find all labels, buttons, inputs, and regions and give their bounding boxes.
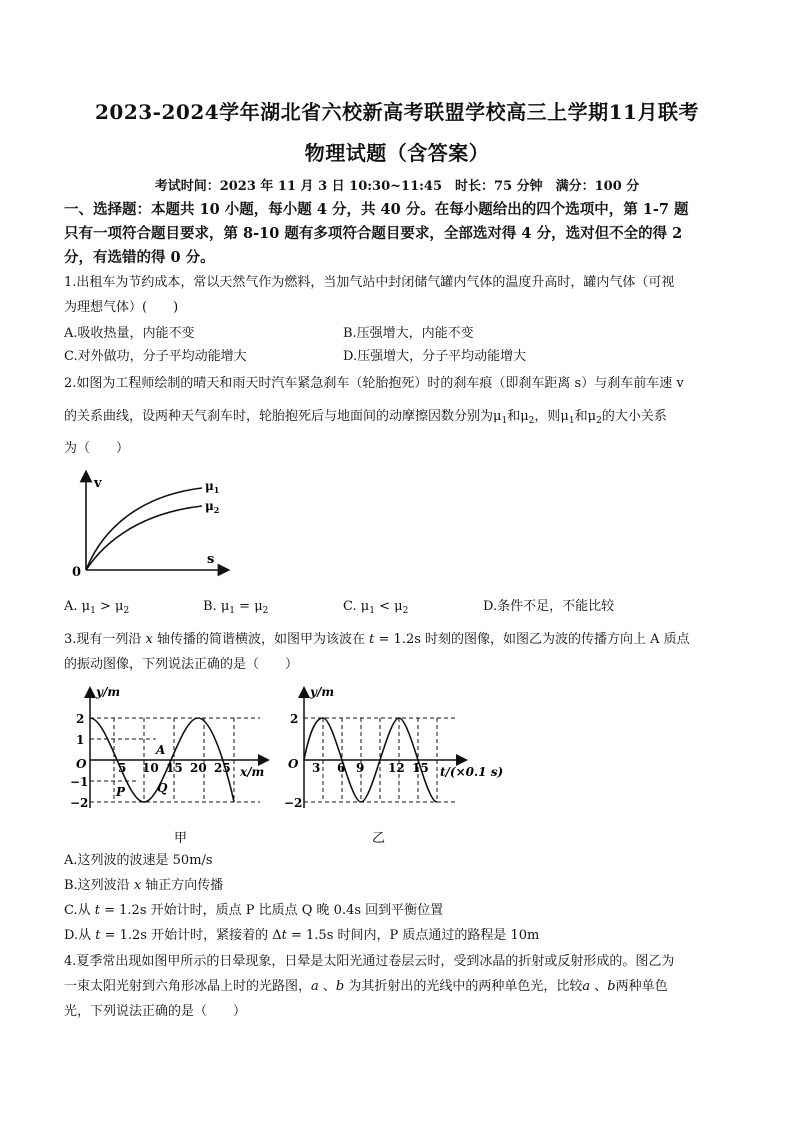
q3-yi-ylabel: y/m <box>310 685 335 699</box>
q2-curve-mu2 <box>86 506 202 570</box>
q3-yi-xtick: 3 <box>312 761 321 775</box>
q3-option-b: B.这列波沿 x 轴正方向传播 <box>64 878 224 893</box>
q3-option-d: D.从 t = 1.2s 开始计时，紧接着的 Δt = 1.5s 时间内，P 质点通过的路程是 10m <box>64 928 540 943</box>
q3-stem: 的振动图像，下列说法正确的是（ ） <box>64 657 299 672</box>
q3-figure-jia <box>64 680 284 848</box>
q2-label-s: s <box>207 552 215 567</box>
q3-yi-ytick: 2 <box>290 712 299 726</box>
q3-jia-caption: 甲 <box>174 831 188 846</box>
q3-jia-ytick: −1 <box>70 775 89 789</box>
doc-subtitle: 物理试题（含答案） <box>304 141 490 165</box>
q2-option-a: A. $\mu_1 > \mu_2$ <box>64 599 130 616</box>
q1-option-a: A.吸收热量，内能不变 <box>64 326 195 341</box>
q3-yi-xtick: 15 <box>412 761 429 775</box>
q2-stem: 为（ ） <box>64 441 130 456</box>
q2-label-v: v <box>94 476 102 491</box>
q1-stem: 1.出租车为节约成本，常以天然气作为燃料，当加气站中封闭储气罐内气体的温度升高时，罐内气体（可视 <box>64 275 675 290</box>
q3-jia-ytick: 1 <box>76 733 85 747</box>
q3-jia-xtick: 10 <box>142 761 159 775</box>
q2-label-mu1: $\mu_1$ <box>205 479 220 495</box>
q2-stem: 2.如图为工程师绘制的晴天和雨天时汽车紧急刹车（轮胎抱死）时的刹车痕（即刹车距离 s）与刹车前车速 v <box>64 376 684 391</box>
q3-jia-ylabel: y/m <box>96 685 121 699</box>
section-line: 只有一项符合题目要求，第 8-10 题有多项符合题目要求，全部选对得 4 分，选对但不全的得 2 <box>64 225 683 242</box>
q3-jia-ytick: 2 <box>76 712 85 726</box>
exam-meta: 考试时间：2023 年 11 月 3 日 10:30~11:45 时长：75 分钟 满分：100 分 <box>154 179 640 194</box>
q3-figure-yi <box>284 680 514 848</box>
q2-figure <box>64 470 234 582</box>
q3-jia-ytick: −2 <box>70 796 89 810</box>
q2-stem: 的关系曲线，设两种天气刹车时，轮胎抱死后与地面间的动摩擦因数分别为$\mu_1$和$\mu_2$，则$\mu_1$和$\mu_2$的大小关系 <box>64 409 667 426</box>
q4-stem: 一束太阳光射到六角形冰晶上时的光路图，a 、b 为其折射出的光线中的两种单色光，比较a 、b两种单色 <box>64 979 668 994</box>
q2-curve-mu1 <box>86 488 202 570</box>
q3-jia-point-p: P <box>116 785 126 799</box>
doc-title: 2023-2024学年湖北省六校新高考联盟学校高三上学期11月联考 <box>95 100 699 124</box>
section-line: 一、选择题：本题共 10 小题，每小题 4 分，共 40 分。在每小题给出的四个选项中，第 1-7 题 <box>64 201 689 218</box>
section-instructions <box>64 198 732 270</box>
q3-yi-xtick: 12 <box>388 761 405 775</box>
q3-yi-caption: 乙 <box>372 831 386 846</box>
q3-yi-xtick: 6 <box>337 761 346 775</box>
q3-stem: 3.现有一列沿 x 轴传播的简谐横波，如图甲为该波在 t = 1.2s 时刻的图像，如图乙为波的传播方向上 A 质点 <box>64 632 690 647</box>
q3-jia-xlabel: x/m <box>240 765 265 779</box>
section-line: 分，有选错的得 0 分。 <box>64 249 215 266</box>
q2-label-mu2: $\mu_2$ <box>205 499 220 515</box>
q2-option-c: C. $\mu_1 < \mu_2$ <box>343 599 409 616</box>
q3-yi-xtick: 9 <box>356 761 365 775</box>
q3-jia-point-q: Q <box>157 781 168 795</box>
q3-jia-point-a: A <box>156 743 166 757</box>
q3-yi-origin: O <box>288 757 299 771</box>
q3-option-c: C.从 t = 1.2s 开始计时，质点 P 比质点 Q 晚 0.4s 回到平衡位置 <box>64 903 444 918</box>
q3-jia-xtick: 20 <box>190 761 207 775</box>
q2-option-b: B. $\mu_1 = \mu_2$ <box>203 599 269 616</box>
q2-option-d: D.条件不足，不能比较 <box>483 599 615 614</box>
q1-stem: 为理想气体）( ) <box>64 300 179 315</box>
q4-stem: 4.夏季常出现如图甲所示的日晕现象，日晕是太阳光通过卷层云时，受到冰晶的折射或反射形成的。图乙为 <box>64 954 675 969</box>
q3-jia-xtick: 5 <box>118 761 127 775</box>
q3-yi-ytick: −2 <box>284 796 303 810</box>
q3-yi-xlabel: t/(×0.1 s) <box>440 765 504 779</box>
q1-option-c: C.对外做功，分子平均动能增大 <box>64 349 247 364</box>
q3-jia-xtick: 15 <box>166 761 183 775</box>
q3-option-a: A.这列波的波速是 50m/s <box>64 853 213 868</box>
q1-option-b: B.压强增大，内能不变 <box>343 326 474 341</box>
q4-stem: 光，下列说法正确的是（ ） <box>64 1004 247 1019</box>
q2-label-origin: 0 <box>72 565 82 580</box>
q3-jia-origin: O <box>76 757 87 771</box>
q1-option-d: D.压强增大，分子平均动能增大 <box>343 349 527 364</box>
q3-jia-xtick: 25 <box>214 761 231 775</box>
